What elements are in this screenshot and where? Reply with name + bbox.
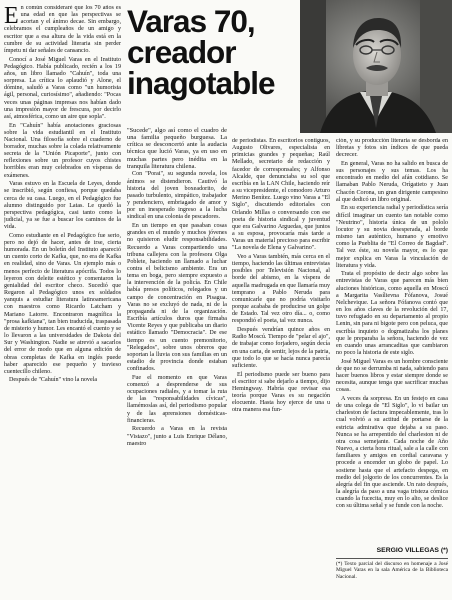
paragraph: En "Cahuín" había anotaciones graciosas sobre la vida estudiantil en el Instituto Nacional. Una filosofía sobre el cuaderno de borrador, muchas sobre la colada relativamente secreta de la "Unión Picaporte", junto con reflexiones sobre un profesor cuyos chistes horribles eran muy celebrados en vísperas de exámenes.: [4, 122, 121, 179]
article-column-1: [4, 5, 121, 590]
paragraph-text: n común consideraré que los 70 años es una edad en que las perspectivas se acortan y el ánimo decae. Sin embargo, celebramos el cumpleaños de un amigo y escritor que a esa altura de la vida está en la cumbre de su actividad literaria sin perder ímpetu ni dar señales de cansancio.: [4, 5, 121, 54]
article-column-2: [127, 127, 227, 590]
paragraph: Después vendrían quince años en Radio Moscú. Tiempo de "pelar el ajo", de trabajar como forjadero, según decía en una carta, de sentir, lejos de la patria, que todo lo que se hacía nunca parecía suficiente.: [232, 327, 330, 369]
article-column-3: [232, 138, 330, 590]
portrait-illustration: [300, 0, 452, 133]
title-line: creador: [127, 34, 236, 70]
lead-paragraph: [4, 5, 121, 55]
paragraph: Fue el momento en que Varas comenzó a desprenderse de sus ocupaciones radiales, y a tomar la ruta de las "responsabilidades cívicas", llamémoslas así, del periodismo popular y de las aprensiones domésticas-financieras.: [127, 374, 227, 424]
paragraph: Trata el propósito de decir algo sobre las entrevistas de Varas que parecen más bien aluciones históricas, como aquella en Moscú a Margarita Vasílievna Fófanova, Josué Nelchevique. La señora Fófanova contó que en los años claves de la revolución del 17, tuvo refugiado en su departamento al propio Lenin, sin para ni bigote pero con peluca, que escribía inquieto o dogmatizaba los planes que le preparaba la señora, haciendo de vez en cuando unas arrancaditas que cambiaron no poco la historia de este siglo.: [336, 271, 448, 357]
paragraph: En un tiempo en que pasaban cosas grandes en el mundo y muchos jóvenes no quisieron eludir responsabilidades. Recuerdo a Varas compartiendo una tribuna callejera con la profesora Olga Poblete, haciendo un llamado a luchar contra el belicismo ambiente. Era un tema en boga, pero siempre expuesto a la intervención de la policía. En Chile había presos políticos, relegados y un campo de concentración en Pisagua. Varas no se excluyó de nada, ni de la propaganda ni de la organización. Escribía artículos duros que firmaba Vicente Reyes y que publicaba un diario estático llamado "Democracia". De ese tiempo es un cuento premonitorio, "Relegados", sobre unos obreros que soportan la lluvia con sus familias en un estadio de provincia donde estaban confinados.: [127, 223, 227, 373]
paragraph: Recuerdo a Varas en la revista "Vistazo", junto a Luis Enrique Délano, maestro: [127, 426, 227, 447]
paragraph: José Miguel Varas es un hombre consciente de que no se derrumba ni nada, sabiendo para hacer buenos libros y estar siempre donde se necesita, aunque tenga que sacrificar muchas cosas.: [336, 358, 448, 394]
paragraph: Como estudiante en el Pedagógico fue serio, pero no dejó de hacer, antes de irse, cierta humorada. En un boletín del Instituto apareció un cuento corto de Kafka, que, no era de Kafka en realidad, sino de Varas. Un ejemplo más o menos perfecto de literatura apócrifa. Todos lo leyeron con deleite estético y comentaron la genialidad del escritor checo. Sucedió que Regaron al Pedagógico unos ex soldados yanquis a estudiar literatura latinoamericana con maestros como Ricardo Latcham y Mariano Latorre. Encontraron magnífica la "prosa kafkiana", tan bien traducida, traspasada de misterio y humor. Les encantó el cuento y se lo llevaron a las universidades de Dakota del Sur y Washington. Nadie se atrevió a sacarlos del error de modo que en alguna edición de obras completas de Kafka en inglés puede haber aparecido ese pequeño y travieso cuentecillo chileno.: [4, 232, 121, 375]
paragraph: A veces da sorpresa. En un festejo en casa de una colega de "El Siglo", lo vi bailar un charleston de factura impecablemente, tras lo cual volvió a su actitud de portarse de la estricta admirativa que dejaba a su paso. Nunca se ha arrepentido del charleston ni de otra cosa semejante. Cada noche de Año Nuevo, a cierta hora ritual, sale a la calle con familiares y amigos en cordial caravana y procede a encender un globo de papel. Lo sostiene hasta que el artefacto despega, en medio del jolgorio de los concurrentes. Es la alegría del fin que asciende. Un rato después, la alegría da paso a una vaga tristeza cómica cuando la fucecita, muy en lo alto, se deslice con su última señal y se funde con la noche.: [336, 395, 448, 510]
author-signature: SERGIO VILLEGAS (*): [376, 547, 448, 554]
paragraph: Después de "Cahuín" vino la novela: [9, 377, 98, 384]
paragraph: Conocí a José Miguel Varas en el Instituto Pedagógico. Había publicado, recién a los 19 años, un libro llamado "Cahuín", toda una sorpresa. La crítica lo aplaudió y Alone, el dómine, saludó a Varas como "un humorista ágil, personal, curiosísimo", añadiendo: "Pocas veces unas páginas impresas nos habían dado una impresión mayor de frescura, por decirlo así, atmosférica, como un aire que sopla".: [4, 56, 121, 120]
drop-cap: E: [4, 5, 19, 29]
article-column-4: [336, 138, 448, 541]
paragraph: En general, Varas no ha salido en busca de sus personajes y sus temas. Los ha encontrado en medio del afán cotidiano. Se llamaban Pablo Neruda, Orígatieto y Juan Chacón Corona, un gran dirigente campesino al que dedicó un libro original.: [336, 160, 448, 203]
paragraph: de periodistas. En escritorios contiguos, Augusto Olivares, especialista en primicias grandes y pequeñas; Raúl Mellado, secretario de redacción y facedor de corresponsales; y Alfonso Alcalde, que denunciaba su sol que escribía en la LAN Chile, haciendo reír a su vicepresidente, el comodoro Arturo Merino Benítez. Luego vino Varas a "El Siglo", discutiendo editoriales con Orlando Millas o conversando con ese poeta de historia sindical y juventud que era Galvarino Arguedas, que juntos a su esposa, provocaría más tarde a Varas un material precioso para escribir "La novela de Elena y Galvarino".: [232, 138, 330, 252]
paragraph: En su experiencia radial y periodística sería difícil imaginar un cuento tan notable como "Neutrino", historia única de un pololo locutor y su novia desesperada, al borde mismo tan auténtico, humano y emotivo como la Pueblita de "El Correo de Bagdad". Tal vez éste, su novela mayor, es lo que mejor explica en Varas la vinculación de literatura y vida.: [336, 205, 448, 269]
title-line: Varas 70,: [127, 3, 255, 39]
paragraph: El periodismo puede ser bueno para el escritor si sabe dejarlo a tiempo, dijo Hemingway. Habría que revisar esa teoría porque Varas es su negación elocuente. Hasta hoy ejerce de una u otra manera esa fun-: [232, 371, 330, 414]
article-title: [127, 3, 297, 101]
title-line: inagotable: [127, 65, 275, 101]
paragraph: ción, y su producción literaria se desborda en libretas y fotos sin índices de que pueda decrecer.: [336, 138, 448, 159]
paragraph: Con "Porai", su segunda novela, los ánimos se distendieron. Cautivó la historia del joven boxeadorito, de pasado turbulento, simpático, trabajador y pendenciero, embriagado de amor y por un inesperado ingreso a la lucha sindical en una colonia de pescadores.: [127, 171, 227, 221]
paragraph: Varas estuvo en la Escuela de Leyes, donde se inscribió, según confiesa, porque quedaba cerca de su casa. Luego, en el Pedagógico fue alumno distinguido por Latas. Le quedó la perspectiva pedagógica, casi tanto como la judicial, ya se fue a buscar los caminos de la vida.: [4, 181, 121, 231]
author-portrait-photo: [300, 0, 452, 133]
footnote: (*) Texto parcial del discurso en homenaje a José Miguel Varas en la sala América de la Biblioteca Nacional.: [336, 561, 448, 580]
paragraph: Veo a Varas también, más cerca en el tiempo, haciendo las últimas entrevistas posibles por Televisión Nacional, al borde del abismo, en la víspera de aquella madrugada en que llamaría muy temprano a Pablo Neruda para comunicarle que no podría visitarlo porque acababa de producirse un golpe de Estado. Tal vez otro día... o, como respondió el poeta, tal vez nunca.: [232, 254, 330, 325]
paragraph: "Sucede", algo así como el cuadro de una familia pequeño burguesa. La crítica se desconcertó ante la audacia técnica que lució Varas, ya en uso en muchas partes pero inédita en la tranquila literatura chilena.: [127, 127, 227, 170]
footnote-divider: [336, 558, 448, 559]
